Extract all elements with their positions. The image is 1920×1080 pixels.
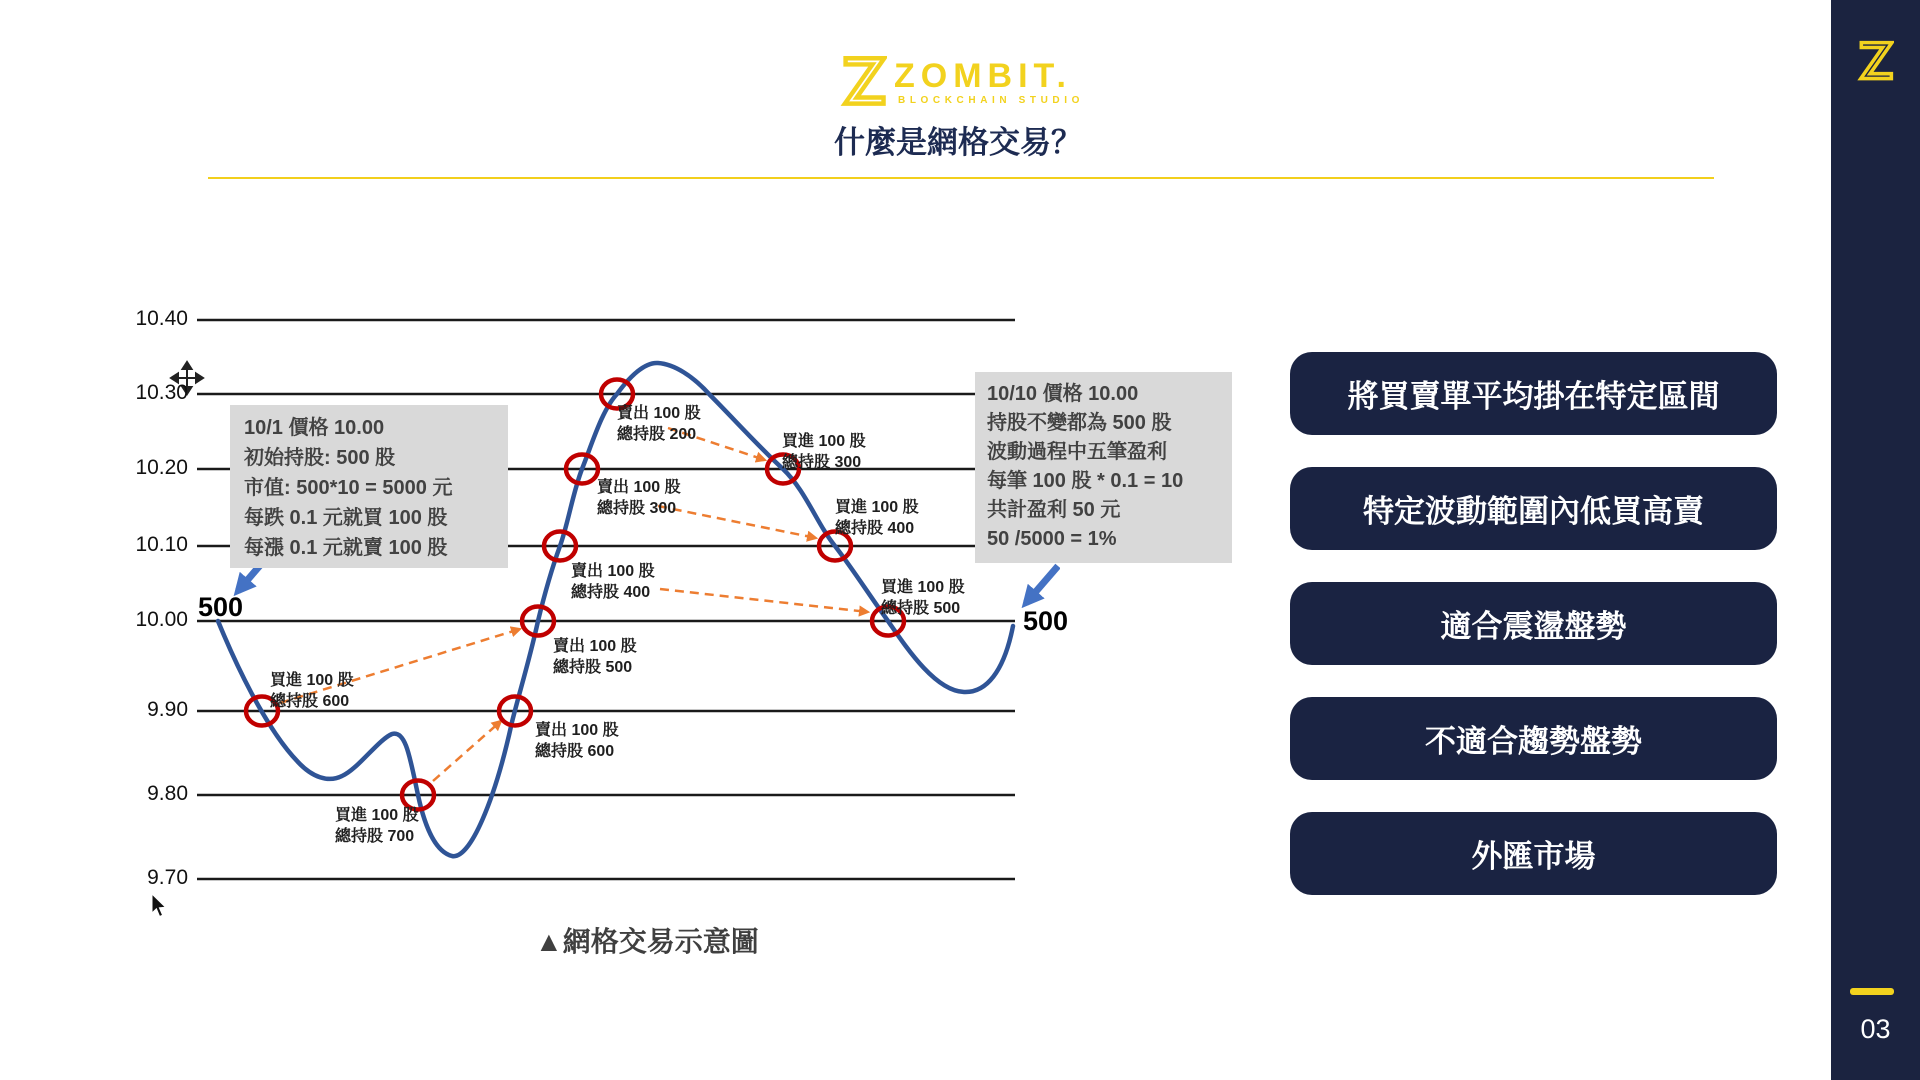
y-axis-label: 10.20 bbox=[135, 456, 188, 479]
bullet-pill-buy-low-sell-high: 特定波動範圍內低買高賣 bbox=[1290, 467, 1777, 550]
bullet-pill-not-trending-market: 不適合趨勢盤勢 bbox=[1290, 697, 1777, 780]
bullet-pill-forex-market: 外匯市場 bbox=[1290, 812, 1777, 895]
y-axis-label: 10.10 bbox=[135, 533, 188, 556]
sidebar bbox=[1831, 0, 1920, 1080]
y-axis-label: 10.30 bbox=[135, 381, 188, 404]
y-axis-label: 9.90 bbox=[147, 698, 188, 721]
page-title: 什麼是網格交易？ bbox=[834, 125, 1082, 160]
pointer-cursor-icon bbox=[152, 894, 165, 917]
trade-annotation: 賣出 100 股 總持股 500 bbox=[553, 638, 637, 676]
sidebar-logo-icon bbox=[1857, 40, 1894, 82]
trade-annotation: 賣出 100 股 總持股 200 bbox=[617, 405, 701, 443]
end-holding-label: 500 bbox=[1023, 606, 1069, 636]
title-underline bbox=[208, 177, 1714, 179]
y-axis-label: 9.70 bbox=[147, 866, 188, 889]
bullet-pill-grid-orders: 將買賣單平均掛在特定區間 bbox=[1290, 352, 1777, 435]
trade-annotation: 買進 100 股 總持股 700 bbox=[335, 807, 419, 845]
brand-logo-icon bbox=[840, 55, 887, 108]
page-number: 03 bbox=[1860, 1014, 1891, 1044]
bullet-pill-ranging-market: 適合震盪盤勢 bbox=[1290, 582, 1777, 665]
trade-annotation: 賣出 100 股 總持股 300 bbox=[597, 479, 681, 517]
trade-annotation: 賣出 100 股 總持股 400 bbox=[571, 563, 655, 601]
y-axis-label: 10.40 bbox=[135, 307, 188, 330]
info-box-result-summary: 10/10 價格 10.00 持股不變都為 500 股 波動過程中五筆盈利 每筆 100 股 * 0.1 = 10 共計盈利 50 元 50 /5000 = 1% bbox=[975, 372, 1232, 563]
grid-trading-chart bbox=[100, 300, 1060, 940]
brand-subtext: BLOCKCHAIN STUDIO bbox=[898, 95, 1084, 106]
trade-annotation: 買進 100 股 總持股 300 bbox=[782, 433, 866, 471]
brand-text: ZOMBIT. bbox=[894, 57, 1072, 95]
y-axis-label: 10.00 bbox=[135, 608, 188, 631]
trade-annotation: 買進 100 股 總持股 500 bbox=[881, 579, 965, 617]
info-box-start-conditions: 10/1 價格 10.00 初始持股: 500 股 市值: 500*10 = 5000 元 每跌 0.1 元就買 100 股 每漲 0.1 元就賣 100 股 bbox=[230, 405, 508, 568]
start-holding-label: 500 bbox=[198, 592, 244, 622]
trade-annotation: 賣出 100 股 總持股 600 bbox=[535, 722, 619, 760]
page-number-divider bbox=[1850, 988, 1894, 995]
trade-annotation: 買進 100 股 總持股 600 bbox=[270, 672, 354, 710]
y-axis-label: 9.80 bbox=[147, 782, 188, 805]
chart-caption: ▲網格交易示意圖 bbox=[535, 926, 759, 957]
trade-annotation: 買進 100 股 總持股 400 bbox=[835, 499, 919, 537]
